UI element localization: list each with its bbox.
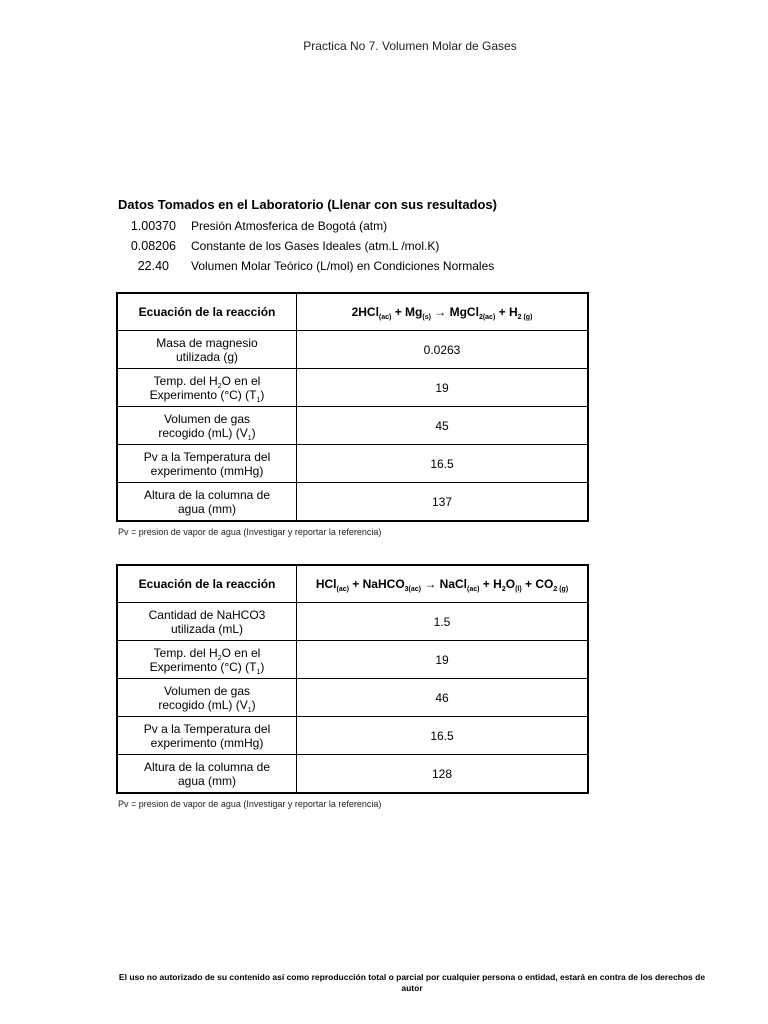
lab-data-description: Constante de los Gases Ideales (atm.L /mol.K) [191, 239, 440, 253]
row-label: Pv a la Temperatura del experimento (mmHg) [117, 445, 297, 483]
pv-note: Pv = presion de vapor de agua (Investigar y reportar la referencia) [118, 799, 382, 809]
row-value: 19 [297, 641, 589, 679]
lab-data-value: 1.00370 [130, 219, 176, 233]
row-value: 19 [297, 369, 589, 407]
row-value: 45 [297, 407, 589, 445]
lab-data-item [118, 256, 494, 276]
table-row [117, 331, 588, 369]
reaction-equation: $2HCl_{(ac)} + Mg_{(s)}$ → MgCl$_{2(ac)}$ + $H_{2 (g)}$ [297, 293, 589, 331]
row-label: Cantidad de NaHCO3 utilizada (mL) [117, 603, 297, 641]
row-label: Temp. del $H_2O$ en el Experimento (°C) $(T_1)$ [117, 369, 297, 407]
reaction-table-bicarbonate [116, 564, 589, 794]
table-row [117, 755, 588, 794]
table-row [117, 407, 588, 445]
table-row [117, 483, 588, 522]
lab-data-value: 22.40 [137, 259, 169, 273]
table-row [117, 679, 588, 717]
lab-data-title: Datos Tomados en el Laboratorio (Llenar con sus resultados) [118, 197, 497, 212]
row-label: Altura de la columna de agua (mm) [117, 755, 297, 794]
equation-header-label: Ecuación de la reacción [117, 565, 297, 603]
row-label: Pv a la Temperatura del experimento (mmHg) [117, 717, 297, 755]
lab-data-value: 0.08206 [130, 239, 176, 253]
row-label: Volumen de gas recogido (mL) $(V_1)$ [117, 407, 297, 445]
row-value: 46 [297, 679, 589, 717]
lab-data-item [118, 216, 494, 236]
lab-data-description: Presión Atmosferica de Bogotá (atm) [191, 219, 388, 233]
table-row [117, 369, 588, 407]
row-value: 16.5 [297, 717, 589, 755]
row-value: 137 [297, 483, 589, 522]
pv-note: Pv = presion de vapor de agua (Investigar y reportar la referencia) [118, 527, 382, 537]
lab-data-item [118, 236, 494, 256]
row-value: 1.5 [297, 603, 589, 641]
equation-header-label: Ecuación de la reacción [117, 293, 297, 331]
row-value: 16.5 [297, 445, 589, 483]
table-row [117, 445, 588, 483]
table-row [117, 603, 588, 641]
copyright-notice: El uso no autorizado de su contenido así como reproducción total o parcial por cualquier persona o entidad, estará en contra de los derechos de autor [118, 972, 706, 993]
table-header-row [117, 565, 588, 603]
row-value: 128 [297, 755, 589, 794]
lab-data-description: Volumen Molar Teórico (L/mol) en Condiciones Normales [191, 259, 495, 273]
row-value: 0.0263 [297, 331, 589, 369]
table-header-row [117, 293, 588, 331]
row-label: Volumen de gas recogido (mL) $(V_1)$ [117, 679, 297, 717]
reaction-table-magnesium [116, 292, 589, 522]
row-label: Temp. del $H_2O$ en el Experimento (°C) $(T_1)$ [117, 641, 297, 679]
row-label: Masa de magnesio utilizada (g) [117, 331, 297, 369]
page-title: Practica No 7. Volumen Molar de Gases [303, 39, 517, 53]
lab-data-list [118, 216, 494, 276]
table-row [117, 717, 588, 755]
table-row [117, 641, 588, 679]
reaction-equation: HCl$_{(ac)}$ + NaHCO$_{3(ac)}$ → NaCl$_{(ac)}$ + $H_2O_{(l)} + CO_{2 (g)}$ [297, 565, 589, 603]
row-label: Altura de la columna de agua (mm) [117, 483, 297, 522]
